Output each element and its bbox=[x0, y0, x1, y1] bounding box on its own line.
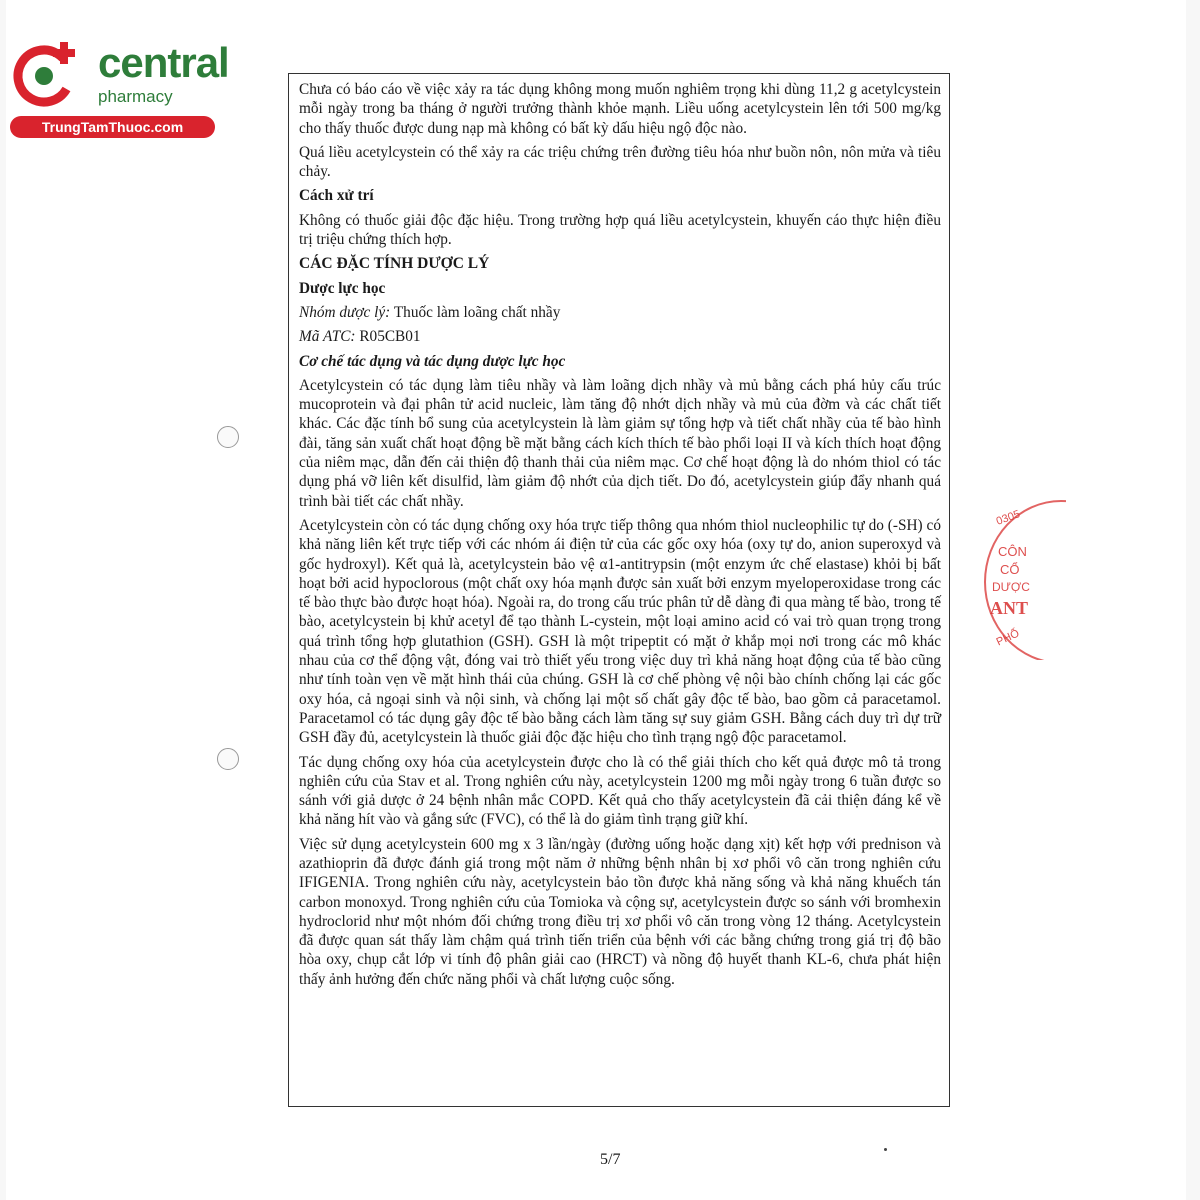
stamp-text-6: PHỐ bbox=[994, 627, 1022, 649]
stamp-text-4: DƯỢC bbox=[992, 580, 1030, 594]
atc-code-label: Mã ATC: bbox=[299, 328, 356, 346]
brand-url[interactable]: TrungTamThuoc.com bbox=[10, 116, 215, 138]
paragraph-copd-study: Tác dụng chống oxy hóa của acetylcystein được cho là có thể giải thích cho kết quả được mô tả trong nghiên cứu của Stav et al. Trong nghiên cứu này, acetylcystein 1200 mg mỗi ngày trong 6 tuần được so sánh với giả dược ở 24 bệnh nhân mắc COPD. Kết quả cho thấy acetylcystein đã cải thiện đáng kể về khả năng hít vào và gắng sức (FVC), có thể là do giảm tình trạng giữ khí. bbox=[299, 753, 941, 829]
heading-pharmacodynamics: Dược lực học bbox=[299, 279, 386, 297]
paragraph-ifigenia-study: Việc sử dụng acetylcystein 600 mg x 3 lần/ngày (đường uống hoặc dạng xịt) kết hợp với prednison và azathioprin đã được đánh giá trong một năm ở những bệnh nhân bị xơ phổi vô căn trong nghiên cứu IFIGENIA. Trong nghiên cứu này, acetylcystein bảo tồn được khả năng sống và khả năng khuếch tán carbon monoxyd. Trong nghiên cứu của Tomioka và cộng sự, acetylcystein được so sánh với bromhexin hydroclorid như một nhóm đối chứng trong điều trị xơ phổi vô căn trong vòng 12 tháng. Acetylcystein đã được quan sát thấy làm chậm quá trình tiến triển của bệnh với các bằng chứng trong giá trị độ bão hòa oxy, chụp cắt lớp vi tính độ phân giải cao (HRCT) và nồng độ huyết thanh KL-6, chưa phát hiện thấy ảnh hưởng đến chức năng phổi và chất lượng cuộc sống. bbox=[299, 835, 941, 988]
paragraph-antioxidant-action: Acetylcystein còn có tác dụng chống oxy hóa trực tiếp thông qua nhóm thiol nucleophilic tự do (-SH) có khả năng liên kết trực tiếp với các nhóm ái điện tử của các gốc oxy hóa (oxy tự do, anion superoxyd và gốc hydroxyl). Kết quả là, acetylcystein bảo vệ α1-antitrypsin (một enzym ức chế elastase) khỏi bị bất hoạt bởi acid hypoclorous (một chất oxy hóa mạnh được sản xuất bởi enzym myeloperoxidase trong các tế bào thực bào được hoạt hóa). Ngoài ra, do trong cấu trúc phân tử dễ dàng đi qua màng tế bào, trong tế bào, acetylcystein bị khử acetyl để tạo thành L-cystein, một loại amino acid có vai trò quan trọng trong quá trình tổng hợp glutathion (GSH). GSH là một tripeptit có mặt ở khắp mọi nơi trong các mô khác nhau của cơ thể động vật, đóng vai trò thiết yếu trong việc duy trì khả năng hoạt động của tế bào cũng như tính toàn vẹn về mặt hình thái của chúng. GSH là cơ chế phòng vệ nội bào chính chống lại các gốc oxy hóa, cả ngoại sinh và nội sinh, và chống lại một số chất gây độc tế bào, bao gồm cả paracetamol. Paracetamol có tác dụng gây độc tế bào bằng cách làm tăng sự suy giảm GSH. Bằng cách duy trì dự trữ GSH đầy đủ, acetylcystein là thuốc giải độc đặc hiệu cho tình trạng ngộ độc paracetamol. bbox=[299, 516, 941, 747]
paragraph-no-serious-effects: Chưa có báo cáo về việc xảy ra tác dụng không mong muốn nghiêm trọng khi dùng 11,2 g acetylcystein mỗi ngày trong ba tháng ở người trưởng thành khỏe mạnh. Liều uống acetylcystein lên tới 500 mg/kg cho thấy thuốc được dung nạp mà không có bất kỳ dấu hiệu ngộ độc nào. bbox=[299, 81, 941, 137]
pharmacological-group-label: Nhóm dược lý: bbox=[299, 303, 391, 321]
pharmacological-group-line bbox=[299, 303, 941, 322]
central-pharmacy-logo[interactable] bbox=[10, 38, 229, 138]
pharmacy-logo-icon bbox=[10, 38, 84, 112]
document-content-frame bbox=[288, 73, 950, 1107]
atc-code-value: R05CB01 bbox=[355, 328, 421, 346]
section-heading-pharmacology: CÁC ĐẶC TÍNH DƯỢC LÝ bbox=[299, 255, 490, 273]
page-number: 5/7 bbox=[600, 1151, 621, 1168]
company-stamp bbox=[976, 500, 1066, 660]
atc-code-line bbox=[299, 327, 941, 346]
brand-subtitle: pharmacy bbox=[98, 87, 173, 106]
stamp-text-5: ANT bbox=[990, 598, 1029, 618]
scan-speck bbox=[884, 1148, 887, 1151]
stamp-text-2: CÔN bbox=[998, 544, 1027, 559]
punch-hole-bottom bbox=[217, 748, 239, 770]
stamp-text-3: CỔ bbox=[1000, 562, 1020, 577]
paragraph-overdose-symptoms: Quá liều acetylcystein có thể xảy ra các triệu chứng trên đường tiêu hóa như buồn nôn, nôn mửa và tiêu chảy. bbox=[299, 143, 941, 181]
heading-mechanism: Cơ chế tác dụng và tác dụng dược lực học bbox=[299, 352, 566, 370]
stamp-text-1: 0305 bbox=[994, 508, 1022, 528]
brand-name: central bbox=[98, 39, 229, 86]
punch-hole-top bbox=[217, 426, 239, 448]
heading-management: Cách xử trí bbox=[299, 187, 374, 205]
pharmacological-group-value: Thuốc làm loãng chất nhầy bbox=[390, 303, 561, 321]
paragraph-management: Không có thuốc giải độc đặc hiệu. Trong trường hợp quá liều acetylcystein, khuyến cáo thực hiện điều trị triệu chứng thích hợp. bbox=[299, 211, 941, 249]
paragraph-mucolytic-action: Acetylcystein có tác dụng làm tiêu nhầy và làm loãng dịch nhầy và mủ bằng cách phá hủy cấu trúc mucoprotein và đại phân tử acid nucleic, làm tăng độ nhớt dịch nhầy và mủ của đờm và các chất tiết khác. Các đặc tính bổ sung của acetylcystein là làm giảm sự tổng hợp và tiết chất nhầy của tế bào hình đài, tăng sản xuất chất hoạt động bề mặt bằng cách kích thích tế bào phổi loại II và kích thích hoạt động của niêm mạc, dẫn đến cải thiện độ thanh thải của niêm mạc. Cơ chế hoạt động là do nhóm thiol có tác dụng phá vỡ liên kết disulfid, làm giảm độ nhớt của dịch tiết. Do đó, acetylcystein giúp đẩy nhanh quá trình bài tiết các chất nhầy. bbox=[299, 376, 941, 510]
